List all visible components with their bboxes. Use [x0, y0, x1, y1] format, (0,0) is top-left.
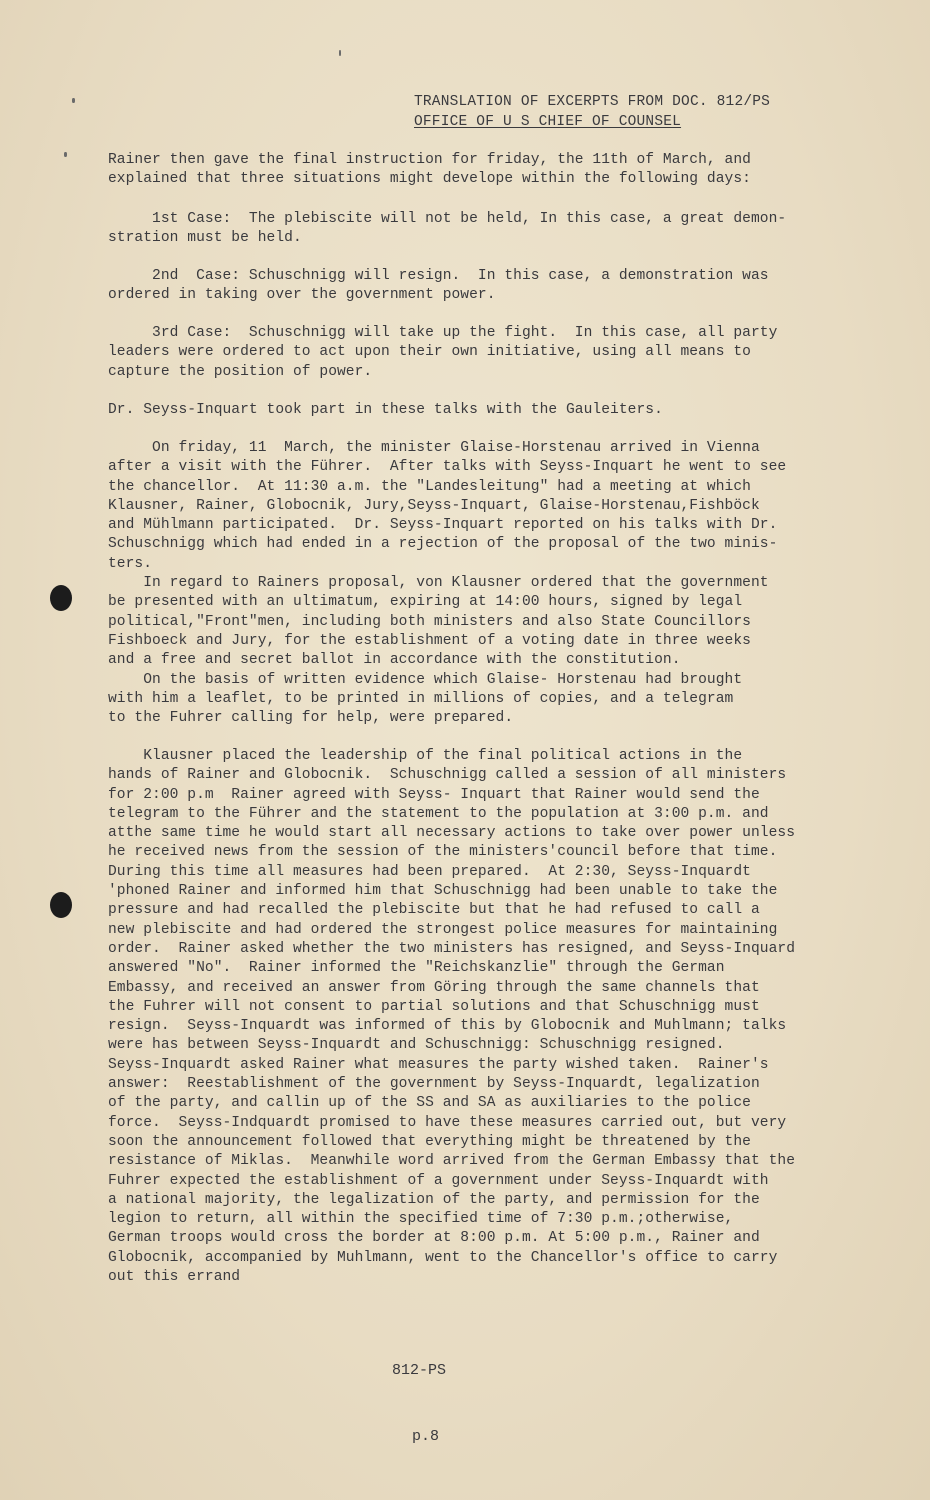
header-title: TRANSLATION OF EXCERPTS FROM DOC. 812/PS [414, 94, 771, 110]
document-header [414, 92, 770, 132]
paragraph-third-case: 3rd Case: Schuschnigg will take up the fight. In this case, all party leaders were ordered to act upon their own initiative, using all means to capture the position of power. [108, 325, 778, 380]
paper-speck [339, 50, 341, 56]
paragraph-klausner-leadership: Klausner placed the leadership of the final political actions in the hands of Rainer and Globocnik. Schuschnigg called a session of all ministers for 2:00 p.m Rainer agreed with Seyss- Inquart that Rainer would send the telegram to the Führer and the statement to the population at 3:00 p.m. and atthe same time he would start all necessary actions to take over power unless he received news from the session of the ministers'council before that time. During this time all measures had been prepared. At 2:30, Seyss-Inquardt 'phoned Rainer and informed him that Schuschnigg had been unable to take the pressure and had recalled the plebiscite but that he had refused to call a new plebiscite and had ordered the strongest police measures for maintaining order. Rainer asked whether the two ministers has resigned, and Seyss-Inquard answered "No". Rainer informed the "Reichskanzlie" through the German Embassy, and received an answer from Göring through the same channels that the Fuhrer will not consent to partial solutions and that Schuschnigg must resign. Seyss-Inquardt was informed of this by Globocnik and Muhlmann; talks were has between Seyss-Inquardt and Schuschnigg: Schuschnigg resigned. Seyss-Inquardt asked Rainer what measures the party wished taken. Rainer's answer: Reestablishment of the government by Seyss-Inquardt, legalization of the party, and callin up of the SS and SA as auxiliaries to the police force. Seyss-Indquardt promised to have these measures carried out, but very soon the announcement followed that everything might be threatened by the resistance of Miklas. Meanwhile word arrived from the German Embassy that the Fuhrer expected the establishment of a government under Seyss-Inquardt with a national majority, the legalization of the party, and permission for the legion to return, all within the specified time of 7:30 p.m.;otherwise, German troops would cross the border at 8:00 p.m. At 5:00 p.m., Rainer and Globocnik, accompanied by Muhlmann, went to the Chancellor's office to carry out this errand [108, 748, 795, 1286]
punch-hole-bottom [50, 892, 72, 918]
footer-page-number: p.8 [412, 1428, 440, 1445]
paragraph-final-instruction: Rainer then gave the final instruction for friday, the 11th of March, and explained that three situations might develope within the following days: [108, 152, 751, 188]
paragraph-first-case: 1st Case: The plebiscite will not be held, In this case, a great demon- stration must be held. [108, 211, 787, 247]
paper-speck [72, 98, 75, 103]
paper-speck [64, 152, 67, 157]
page-footer [392, 1316, 446, 1492]
paragraph-second-case: 2nd Case: Schuschnigg will resign. In this case, a demonstration was ordered in taking over the government power. [108, 268, 769, 304]
footer-document-number: 812-PS [392, 1362, 447, 1379]
paragraph-friday-11-march: On friday, 11 March, the minister Glaise-Horstenau arrived in Vienna after a visit with the Führer. After talks with Seyss-Inquart he went to see the chancellor. At 11:30 a.m. the "Landesleitung" had a meeting at which Klausner, Rainer, Globocnik, Jury,Seyss-Inquart, Glaise-Horstenau,Fishböck and Mühlmann participated. Dr. Seyss-Inquart reported on his talks with Dr. Schuschnigg which had ended in a rejection of the proposal of the two minis- ters. In regard to Rainers proposal, von Klausner ordered that the government be presented with an ultimatum, expiring at 14:00 hours, signed by legal political,"Front"men, including both ministers and also State Councillors Fishboeck and Jury, for the establishment of a voting date in three weeks and a free and secret ballot in accordance with the constitution. On the basis of written evidence which Glaise- Horstenau had brought with him a leaflet, to be printed in millions of copies, and a telegram to the Fuhrer calling for help, were prepared. [108, 440, 787, 727]
header-office: OFFICE OF U S CHIEF OF COUNSEL [414, 114, 682, 130]
punch-hole-top [50, 585, 72, 611]
paragraph-seyss-inquart-talks: Dr. Seyss-Inquart took part in these talks with the Gauleiters. [108, 402, 663, 418]
